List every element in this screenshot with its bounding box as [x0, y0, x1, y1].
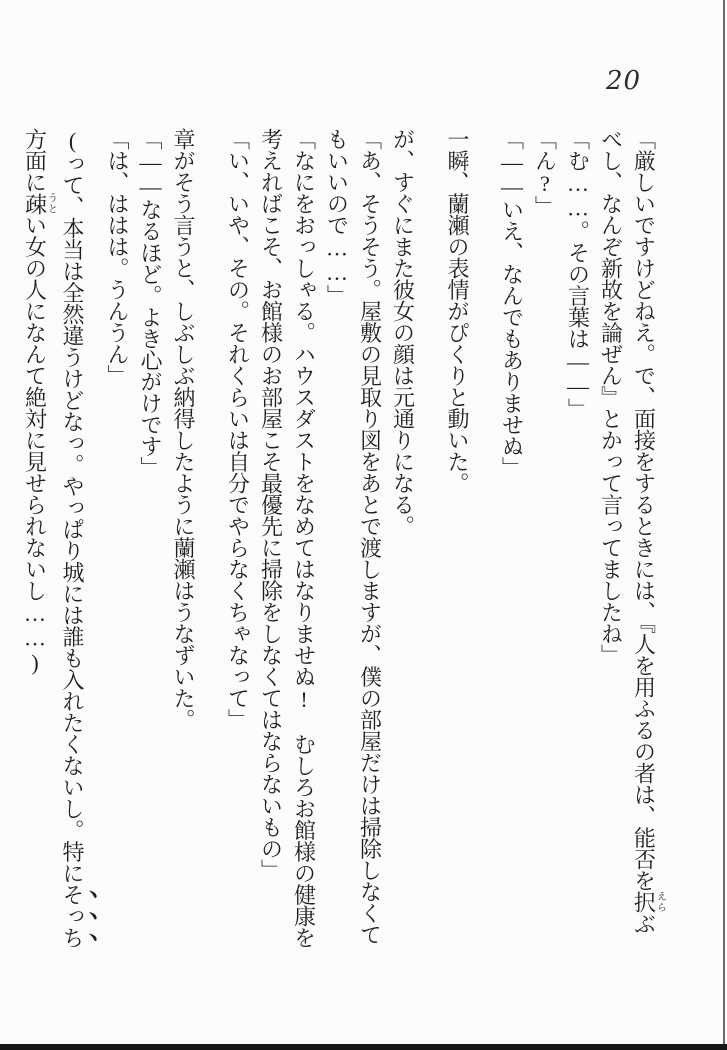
emphasized-text: そっち — [60, 883, 85, 948]
text-segment: 「は、ははは。うんうん」 — [105, 128, 130, 386]
text-segment: 考えればこそ、お館様のお部屋こそ最優先に掃除をしなくてはならないもの」 — [258, 128, 284, 881]
text-segment: ぶ — [631, 912, 657, 934]
text-line — [354, 128, 387, 980]
text-line — [19, 128, 57, 980]
text-segment: 章がそう言うと、しぶしぶ納得したように蘭瀬はうなずいた。 — [171, 128, 196, 730]
text-line — [628, 128, 666, 980]
text-line — [222, 128, 255, 980]
text-segment: 「なにをおっしゃる。ハウスダストをなめてはなりませぬ! むしろお館様の健康を — [291, 128, 317, 948]
text-line — [56, 128, 101, 980]
text-segment: 「――いえ、なんでもありませぬ」 — [499, 128, 525, 478]
text-line — [529, 128, 562, 980]
page-number: 20 — [606, 66, 642, 96]
text-segment: べし、なんぞ新故を論ぜん』とかって言ってましたね」 — [598, 128, 624, 666]
furigana: えら — [654, 891, 666, 913]
text-segment: 「い、いや、その。それくらいは自分でやらなくちゃなって」 — [225, 128, 251, 730]
ruby-annotated-text: 択えら — [631, 891, 666, 913]
text-line — [101, 128, 134, 980]
text-line — [321, 128, 354, 980]
ruby-annotated-text: 疎うと — [22, 192, 57, 214]
text-segment: (って、本当は全然違うけどなっ。やっぱり城には誰も入れたくないし。特に — [60, 128, 85, 884]
text-segment: 「む……。その言葉は――」 — [565, 128, 591, 420]
text-line — [255, 128, 288, 980]
page-edge-bottom — [0, 1044, 727, 1050]
text-line — [288, 128, 321, 980]
text-line — [496, 128, 529, 980]
text-segment: 「あ、そうそう。屋敷の見取り図をあとで渡しますが、僕の部屋だけは掃除しなくて — [357, 128, 383, 945]
text-segment: 一瞬、蘭瀬の表情がぴくりと動いた。 — [445, 128, 470, 494]
furigana: うと — [45, 192, 57, 214]
text-line — [562, 128, 595, 980]
text-line — [167, 128, 222, 980]
text-segment: い女の人になんて絶対に見せられないし……) — [22, 214, 48, 675]
text-segment: が、すぐにまた彼女の顔は元通りになる。 — [390, 128, 416, 537]
text-segment: 「――なるほど。よき心がけです」 — [138, 128, 163, 478]
text-line — [441, 128, 496, 980]
text-segment: 「厳しいですけどねえ。で、面接をするときには、『人を用ふるの者は、能否を — [631, 128, 657, 891]
page-edge-right — [723, 0, 725, 1050]
text-segment: もいいので……」 — [324, 128, 350, 306]
text-line — [134, 128, 167, 980]
novel-text-block — [19, 128, 666, 980]
text-segment: 方面に — [22, 128, 48, 193]
text-segment: 「ん?」 — [532, 128, 558, 217]
text-line — [387, 128, 442, 980]
text-line — [595, 128, 628, 980]
